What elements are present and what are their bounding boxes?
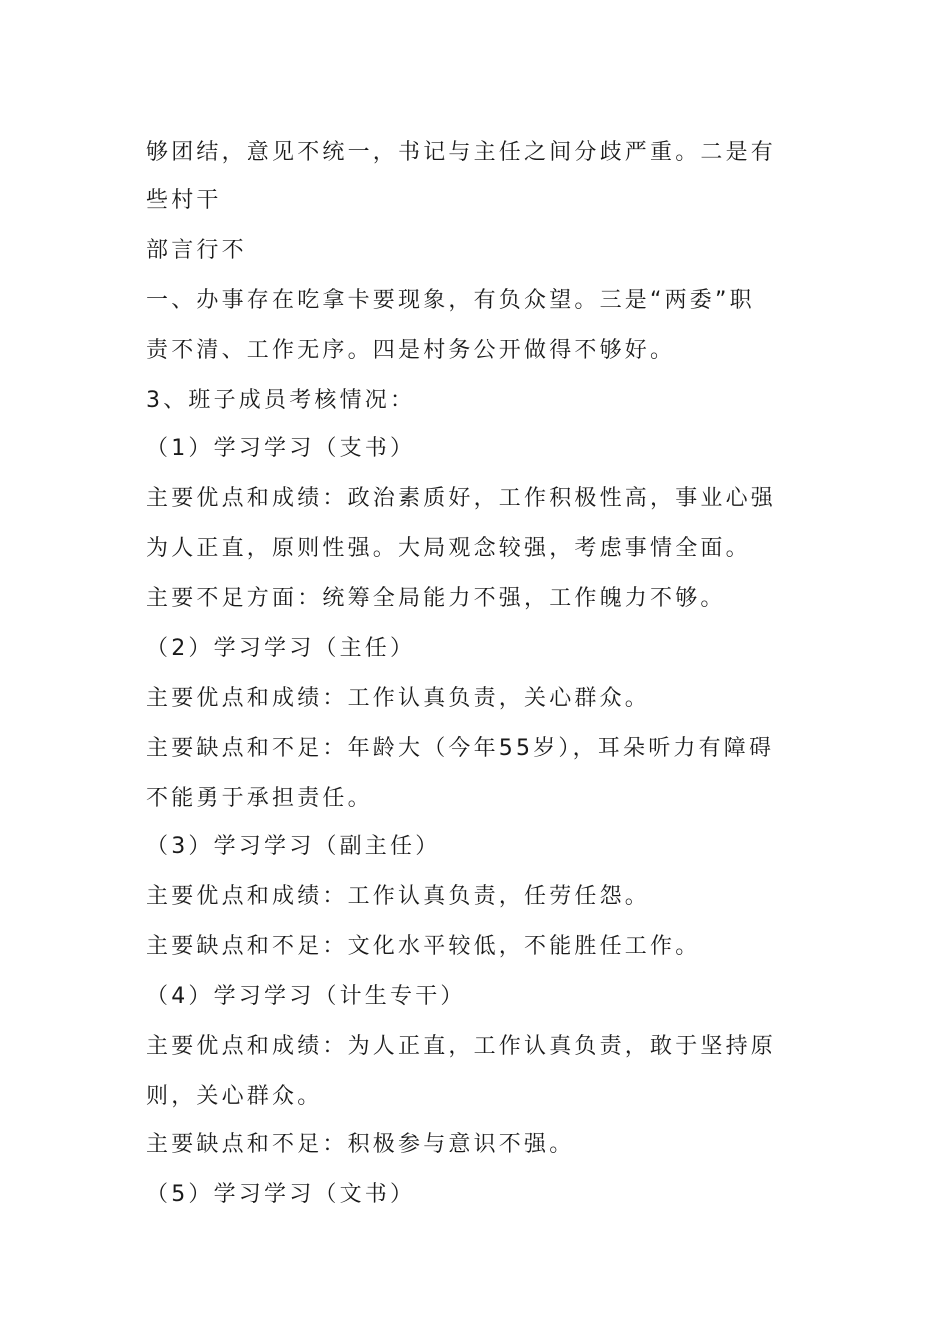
text-line: 主要缺点和不足：文化水平较低，不能胜任工作。 [146, 934, 701, 959]
text-line: 一、办事存在吃拿卡要现象，有负众望。三是“两委”职 [146, 288, 755, 313]
text-line: 主要缺点和不足：年龄大（今年55岁），耳朵听力有障碍 [146, 736, 775, 761]
text-line: 主要优点和成绩：政治素质好，工作积极性高，事业心强 [146, 486, 777, 511]
member-heading: （2）学习学习（主任） [146, 636, 416, 661]
text-line: 主要优点和成绩：为人正直，工作认真负责，敢于坚持原 [146, 1034, 777, 1059]
text-line: 不能勇于承担责任。 [146, 786, 373, 811]
text-line: 责不清、工作无序。四是村务公开做得不够好。 [146, 338, 676, 363]
text-line: 些村干 [146, 188, 222, 213]
section-heading: 3、班子成员考核情况： [146, 388, 416, 413]
member-heading: （3）学习学习（副主任） [146, 834, 441, 859]
member-heading: （4）学习学习（计生专干） [146, 984, 466, 1009]
member-heading: （1）学习学习（支书） [146, 436, 416, 461]
text-line: 够团结，意见不统一，书记与主任之间分歧严重。二是有 [146, 140, 777, 165]
text-line: 为人正直，原则性强。大局观念较强，考虑事情全面。 [146, 536, 751, 561]
text-line: 主要不足方面：统筹全局能力不强，工作魄力不够。 [146, 586, 726, 611]
text-line: 主要优点和成绩：工作认真负责，任劳任怨。 [146, 884, 651, 909]
text-line: 部言行不 [146, 238, 247, 263]
text-line: 则，关心群众。 [146, 1084, 323, 1109]
text-line: 主要优点和成绩：工作认真负责，关心群众。 [146, 686, 651, 711]
text-line: 主要缺点和不足：积极参与意识不强。 [146, 1132, 575, 1157]
member-heading: （5）学习学习（文书） [146, 1182, 416, 1207]
